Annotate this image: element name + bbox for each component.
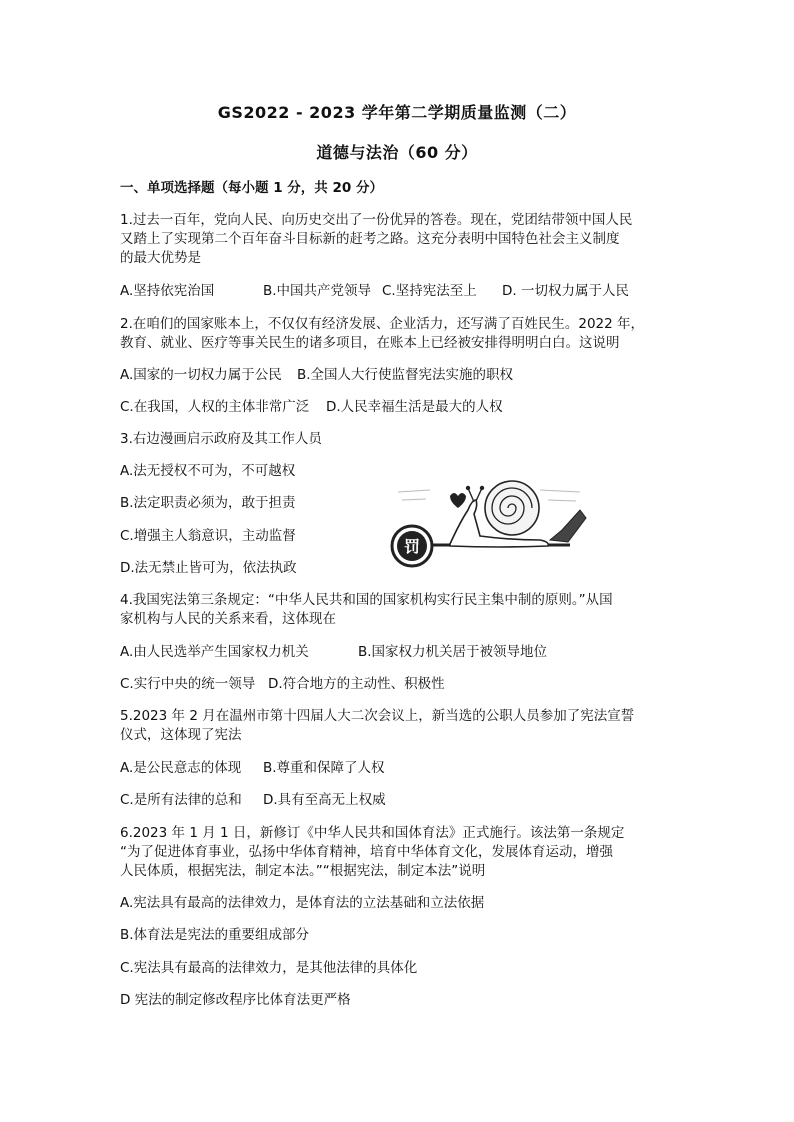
q1-option-a[interactable]: A.坚持依宪治国 (120, 283, 215, 299)
q1-line-3: 的最大优势是 (120, 250, 201, 266)
q3-option-d[interactable]: D.法无禁止皆可为，依法执政 (120, 560, 297, 576)
exam-title: GS2022 - 2023 学年第二学期质量监测（二） (217, 103, 577, 122)
q5-option-d[interactable]: D.具有至高无上权威 (263, 792, 386, 808)
q4-option-d[interactable]: D.符合地方的主动性、积极性 (268, 676, 445, 692)
q2-option-a[interactable]: A.国家的一切权力属于公民 (120, 367, 282, 383)
q2-line-1: 2.在咱们的国家账本上，不仅仅有经济发展、企业活力，还写满了百姓民生。2022 年， (120, 316, 645, 332)
q2-option-d[interactable]: D.人民幸福生活是最大的人权 (326, 399, 503, 415)
q4-line-1: 4.我国宪法第三条规定：“中华人民共和国的国家机构实行民主集中制的原则。”从国 (120, 592, 613, 608)
q2-option-c[interactable]: C.在我国，人权的主体非常广泛 (120, 399, 310, 415)
subject-title: 道德与法治（60 分） (316, 143, 478, 162)
penalty-sign-text: 罚 (403, 537, 421, 556)
q1-option-d[interactable]: D. 一切权力属于人民 (502, 283, 629, 299)
q5-option-c[interactable]: C.是所有法律的总和 (120, 792, 242, 808)
q5-option-a[interactable]: A.是公民意志的体现 (120, 760, 242, 776)
snail-comic-image (390, 470, 590, 570)
q6-line-2: “为了促进体育事业，弘扬中华体育精神，培育中华体育文化，发展体育运动，增强 (120, 844, 613, 860)
q6-option-a[interactable]: A.宪法具有最高的法律效力，是体育法的立法基础和立法依据 (120, 895, 485, 911)
q1-line-1: 1.过去一百年，党向人民、向历史交出了一份优异的答卷。现在，党团结带领中国人民 (120, 212, 633, 228)
q6-line-1: 6.2023 年 1 月 1 日，新修订《中华人民共和国体育法》正式施行。该法第一条规定 (120, 825, 625, 841)
q5-option-b[interactable]: B.尊重和保障了人权 (263, 760, 385, 776)
q2-option-b[interactable]: B.全国人大行使监督宪法实施的职权 (297, 367, 514, 383)
q4-option-c[interactable]: C.实行中央的统一领导 (120, 676, 256, 692)
q5-line-2: 仪式，这体现了宪法 (120, 727, 242, 743)
q3-option-b[interactable]: B.法定职责必须为，敢于担责 (120, 495, 296, 511)
q3-line-1: 3.右边漫画启示政府及其工作人员 (120, 431, 322, 447)
q5-line-1: 5.2023 年 2 月在温州市第十四届人大二次会议上，新当选的公职人员参加了宪法宣誓 (120, 708, 635, 724)
q6-option-c[interactable]: C.宪法具有最高的法律效力，是其他法律的具体化 (120, 960, 418, 976)
q1-option-b[interactable]: B.中国共产党领导 (263, 283, 372, 299)
q1-line-2: 又踏上了实现第二个百年奋斗目标新的赶考之路。这充分表明中国特色社会主义制度 (120, 231, 620, 247)
q3-option-a[interactable]: A.法无授权不可为，不可越权 (120, 463, 296, 479)
q2-line-2: 教育、就业、医疗等事关民生的诸多项目，在账本上已经被安排得明明白白。这说明 (120, 335, 620, 351)
q3-option-c[interactable]: C.增强主人翁意识，主动监督 (120, 528, 296, 544)
q6-option-b[interactable]: B.体育法是宪法的重要组成部分 (120, 927, 310, 943)
q6-line-3: 人民体质，根据宪法，制定本法。”“根据宪法，制定本法”说明 (120, 863, 486, 879)
q6-option-d[interactable]: D 宪法的制定修改程序比体育法更严格 (120, 992, 351, 1008)
q4-option-a[interactable]: A.由人民选举产生国家权力机关 (120, 644, 309, 660)
q4-option-b[interactable]: B.国家权力机关居于被领导地位 (358, 644, 548, 660)
q1-option-c[interactable]: C.坚持宪法至上 (382, 283, 477, 299)
section-heading: 一、单项选择题（每小题 1 分，共 20 分） (120, 180, 383, 196)
q4-line-2: 家机构与人民的关系来看，这体现在 (120, 611, 336, 627)
